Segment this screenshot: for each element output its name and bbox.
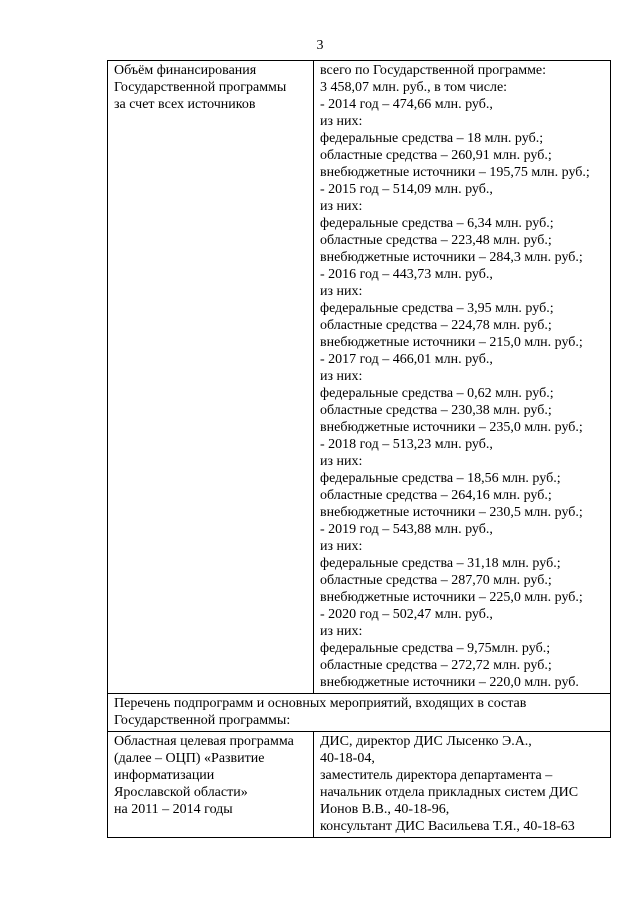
ocp-label-cell [108, 732, 314, 838]
funding-value-line: внебюджетные источники – 284,3 млн. руб.; [320, 250, 583, 265]
ocp-value-line: консультант ДИС Васильева Т.Я., 40-18-63 [320, 819, 575, 834]
ocp-row [108, 732, 611, 838]
funding-value-line: внебюджетные источники – 215,0 млн. руб.; [320, 335, 583, 350]
funding-value-line: из них: [320, 454, 363, 469]
ocp-label-line: Областная целевая программа [114, 734, 294, 749]
ocp-label-line: на 2011 – 2014 годы [114, 802, 233, 817]
subprograms-header-cell [108, 694, 611, 732]
page-number: 3 [316, 38, 324, 53]
funding-value-line: федеральные средства – 31,18 млн. руб.; [320, 556, 561, 571]
funding-label-line: Объём финансирования [114, 63, 257, 78]
funding-value-line: - 2017 год – 466,01 млн. руб., [320, 352, 493, 367]
ocp-value-line: ДИС, директор ДИС Лысенко Э.А., [320, 734, 532, 749]
funding-value-line: федеральные средства – 18,56 млн. руб.; [320, 471, 561, 486]
funding-value-line: областные средства – 272,72 млн. руб.; [320, 658, 552, 673]
funding-label-line: за счет всех источников [114, 97, 256, 112]
funding-value-line: всего по Государственной программе: [320, 63, 547, 78]
funding-value-line: из них: [320, 199, 363, 214]
ocp-value-cell [314, 732, 611, 838]
funding-value-line: федеральные средства – 0,62 млн. руб.; [320, 386, 554, 401]
funding-value-line: внебюджетные источники – 235,0 млн. руб.; [320, 420, 583, 435]
funding-value-line: областные средства – 287,70 млн. руб.; [320, 573, 552, 588]
funding-label-cell [108, 61, 314, 694]
subprograms-header-text: Перечень подпрограмм и основных мероприятий, входящих в состав Государственной программы: [114, 696, 527, 728]
funding-value-line: из них: [320, 624, 363, 639]
funding-label-line: Государственной программы [114, 80, 287, 95]
funding-value-line: из них: [320, 114, 363, 129]
subprograms-header-row [108, 694, 611, 732]
funding-value-line: федеральные средства – 3,95 млн. руб.; [320, 301, 554, 316]
funding-value-line: областные средства – 260,91 млн. руб.; [320, 148, 552, 163]
funding-value-line: из них: [320, 284, 363, 299]
funding-value-line: - 2016 год – 443,73 млн. руб., [320, 267, 493, 282]
ocp-value-line: начальник отдела прикладных систем ДИС [320, 785, 579, 800]
funding-value-line: внебюджетные источники – 220,0 млн. руб. [320, 675, 579, 690]
funding-value-line: областные средства – 264,16 млн. руб.; [320, 488, 552, 503]
funding-value-line: внебюджетные источники – 225,0 млн. руб.; [320, 590, 583, 605]
funding-value-line: федеральные средства – 9,75млн. руб.; [320, 641, 551, 656]
funding-value-line: внебюджетные источники – 195,75 млн. руб.; [320, 165, 590, 180]
ocp-label-line: (далее – ОЦП) «Развитие [114, 751, 265, 766]
funding-value-line: - 2020 год – 502,47 млн. руб., [320, 607, 493, 622]
program-passport-table [107, 60, 611, 838]
funding-value-line: федеральные средства – 6,34 млн. руб.; [320, 216, 554, 231]
funding-value-line: - 2014 год – 474,66 млн. руб., [320, 97, 493, 112]
ocp-label-line: информатизации [114, 768, 215, 783]
funding-value-line: из них: [320, 369, 363, 384]
ocp-value-line: заместитель директора департамента – [320, 768, 553, 783]
funding-value-line: из них: [320, 539, 363, 554]
funding-value-line: - 2018 год – 513,23 млн. руб., [320, 437, 493, 452]
funding-value-line: областные средства – 223,48 млн. руб.; [320, 233, 552, 248]
funding-value-line: областные средства – 224,78 млн. руб.; [320, 318, 552, 333]
funding-value-line: федеральные средства – 18 млн. руб.; [320, 131, 544, 146]
funding-value-line: областные средства – 230,38 млн. руб.; [320, 403, 552, 418]
funding-row [108, 61, 611, 694]
funding-value-line: - 2019 год – 543,88 млн. руб., [320, 522, 493, 537]
ocp-value-line: 40-18-04, [320, 751, 375, 766]
funding-value-line: - 2015 год – 514,09 млн. руб., [320, 182, 493, 197]
ocp-label-line: Ярославской области» [114, 785, 248, 800]
funding-value-cell [314, 61, 611, 694]
funding-value-line: 3 458,07 млн. руб., в том числе: [320, 80, 508, 95]
funding-value-line: внебюджетные источники – 230,5 млн. руб.; [320, 505, 583, 520]
ocp-value-line: Ионов В.В., 40-18-96, [320, 802, 450, 817]
